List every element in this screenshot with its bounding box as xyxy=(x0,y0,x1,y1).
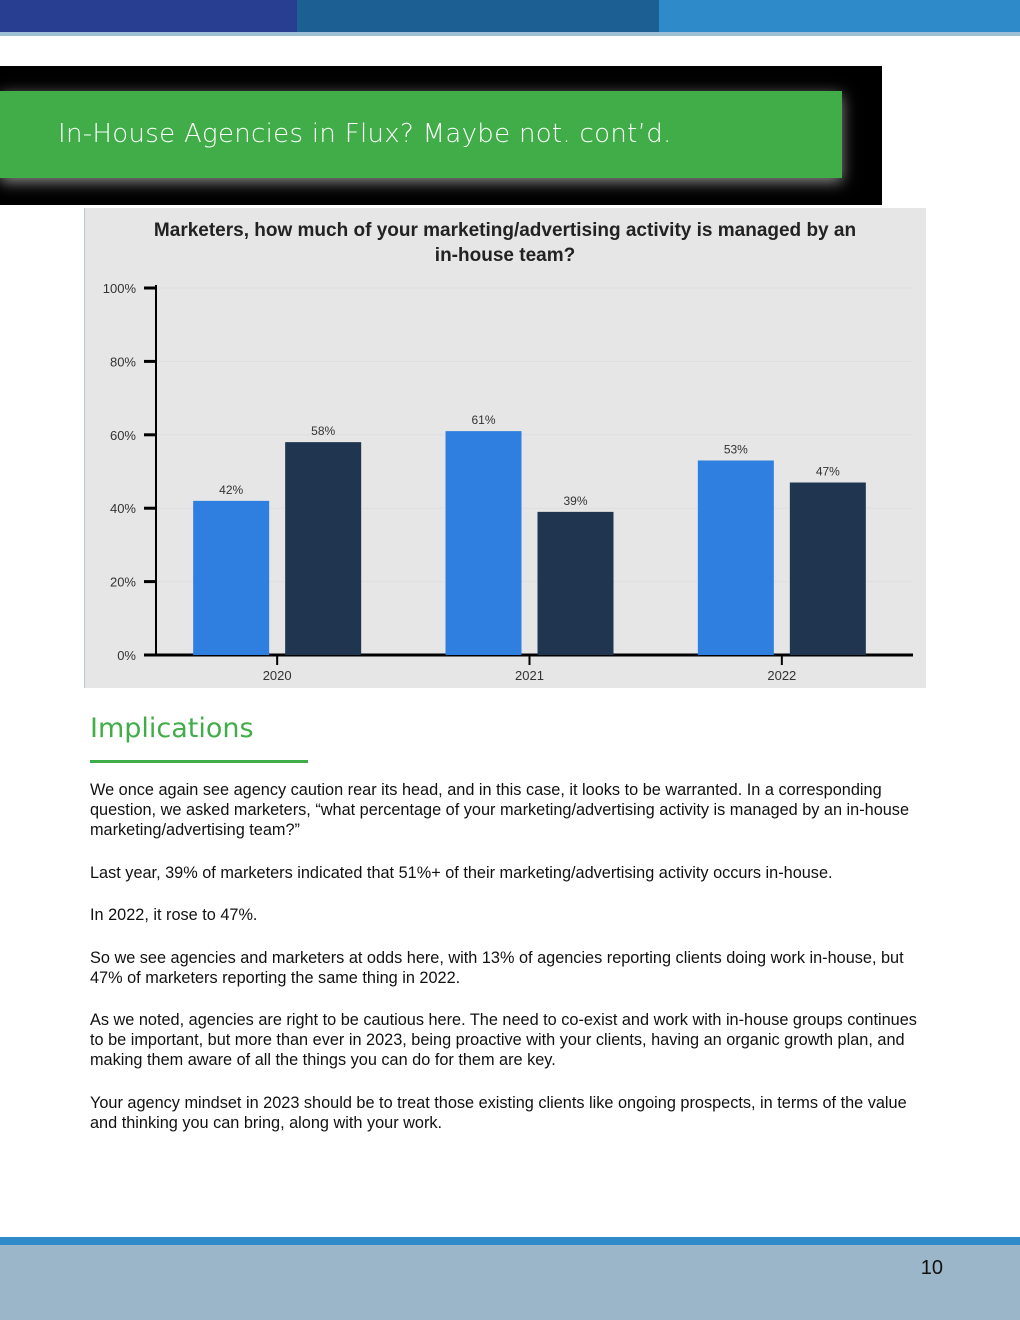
footer-divider xyxy=(0,1237,1020,1245)
bar xyxy=(446,431,522,655)
y-tick-label: 20% xyxy=(109,574,136,590)
top-color-bar xyxy=(0,0,1020,32)
heading-underline xyxy=(90,760,308,763)
data-label: 47% xyxy=(815,464,840,479)
bar xyxy=(538,512,614,655)
bar xyxy=(698,460,774,655)
y-tick-label: 0% xyxy=(117,648,136,663)
bar xyxy=(193,501,269,655)
data-label: 61% xyxy=(471,413,496,428)
footer xyxy=(0,1245,1020,1320)
top-divider xyxy=(0,32,1020,36)
title-banner xyxy=(0,91,842,178)
chart-title-line: in-house team? xyxy=(434,245,576,266)
chart-title-line: Marketers, how much of your marketing/advertising activity is managed by an xyxy=(153,220,857,241)
x-tick-label: 2021 xyxy=(515,668,544,683)
y-tick-label: 100% xyxy=(102,281,136,296)
chart-plot xyxy=(85,208,926,688)
paragraph: In 2022, it rose to 47%. xyxy=(90,906,258,924)
top-bar-segment xyxy=(0,0,297,32)
paragraph: We once again see agency caution rear its head, and in this case, it looks to be warranted. In a corresponding question, we asked marketers, “what percentage of your marketing/advertising activity is managed by an in-house marketing/advertising team?” xyxy=(90,781,910,839)
paragraph: Last year, 39% of marketers indicated that 51%+ of their marketing/advertising activity occurs in-house. xyxy=(90,863,833,882)
page-number: 10 xyxy=(920,1257,943,1279)
page-title: In-House Agencies in Flux? Maybe not. cont’d. xyxy=(58,119,672,149)
bar-chart xyxy=(84,208,926,688)
y-tick-label: 60% xyxy=(109,427,136,443)
paragraph: Your agency mindset in 2023 should be to treat those existing clients like ongoing prospects, in terms of the value and thinking you can bring, along with your work. xyxy=(90,1093,907,1132)
bar xyxy=(790,483,866,655)
data-label: 53% xyxy=(723,442,748,457)
top-bar-segment xyxy=(659,0,1020,32)
y-tick-label: 80% xyxy=(109,354,136,370)
x-tick-label: 2022 xyxy=(767,668,797,683)
data-label: 58% xyxy=(311,424,336,439)
section-heading: Implications xyxy=(90,713,254,744)
top-bar-segment xyxy=(297,0,659,32)
x-tick-label: 2020 xyxy=(262,668,292,683)
y-tick-label: 40% xyxy=(109,501,136,517)
paragraph: As we noted, agencies are right to be cautious here. The need to co-exist and work with in-house groups continues to be important, but more than ever in 2023, being proactive with your clients, having an organic growth plan, and making them aware of all the things you can do for them are key. xyxy=(90,1011,917,1069)
data-label: 42% xyxy=(219,482,244,497)
data-label: 39% xyxy=(563,493,588,508)
paragraph: So we see agencies and marketers at odds here, with 13% of agencies reporting clients doing work in-house, but 47% of marketers reporting the same thing in 2022. xyxy=(90,948,904,987)
bar xyxy=(285,442,361,655)
body-text xyxy=(90,780,935,1155)
